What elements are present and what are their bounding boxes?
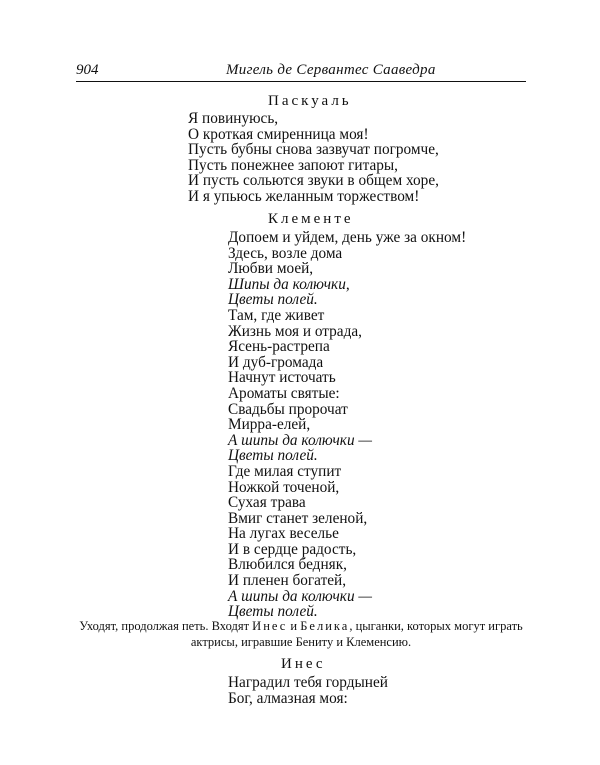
stage-text-1: Уходят, продолжая петь. Входят — [79, 619, 250, 633]
verse-line: А шипы да колючки — — [228, 587, 373, 605]
verse-line: Ароматы святые: — [228, 384, 340, 402]
verse-line: Вмиг станет зеленой, — [228, 509, 368, 527]
speaker-ines: Инес — [281, 656, 326, 672]
verse-line: Жизнь моя и отрада, — [228, 322, 362, 340]
page-number: 904 — [76, 62, 99, 78]
verse-line: И пусть сольются звуки в общем хоре, — [188, 172, 439, 190]
verse-line: А шипы да колючки — — [228, 431, 373, 449]
verse-line: Здесь, возле дома — [228, 244, 343, 262]
stage-direction — [76, 619, 526, 650]
verse-line: Пусть бубны снова зазвучат погромче, — [188, 141, 439, 159]
verse-line: Мирра-елей, — [228, 416, 311, 434]
header-rule — [76, 81, 526, 82]
verse-block-clemente — [228, 230, 466, 620]
verse-line: Там, где живет — [228, 306, 325, 324]
verse-line: И дуб-громада — [228, 353, 324, 371]
stage-and: и — [290, 619, 298, 633]
verse-line: Влюбился бедняк, — [228, 556, 347, 574]
verse-line: И в сердце радость, — [228, 540, 357, 558]
verse-line: Начнут источать — [228, 369, 336, 387]
stage-text-2: , цыганки, которых могут играть актрисы, игравшие Бениту и Клеменсию. — [190, 619, 523, 649]
verse-line: Пусть понежнее запоют гитары, — [188, 156, 399, 174]
verse-line: Ножкой точеной, — [228, 478, 340, 496]
verse-line: Цветы полей. — [228, 603, 318, 621]
verse-line: И я упьюсь желанным торжеством! — [188, 187, 420, 205]
stage-name-belika: Белика — [300, 619, 350, 633]
verse-block-ines — [228, 675, 388, 706]
verse-line: Любви моей, — [228, 260, 314, 278]
verse-line: И пленен богатей, — [228, 572, 347, 590]
verse-line: На лугах веселье — [228, 525, 339, 543]
verse-line: Цветы полей. — [228, 447, 318, 465]
verse-line: Бог, алмазная моя: — [228, 689, 348, 707]
verse-line: Свадьбы пророчат — [228, 400, 348, 418]
verse-line: Сухая трава — [228, 494, 306, 512]
running-title: Мигель де Сервантес Сааведра — [226, 62, 436, 78]
speaker-clemente: Клементе — [268, 211, 354, 227]
verse-line: Я повинуюсь, — [188, 110, 279, 127]
page-header — [76, 62, 526, 82]
verse-line: Цветы полей. — [228, 291, 318, 309]
stage-name-ines: Инес — [252, 619, 288, 633]
verse-block-pascual — [188, 111, 439, 205]
verse-line: Ясень-растрепа — [228, 338, 330, 356]
verse-line: О кроткая смиренница моя! — [188, 125, 369, 143]
verse-line: Наградил тебя гордыней — [228, 674, 388, 691]
verse-line: Шипы да колючки, — [228, 275, 350, 293]
verse-line: Где милая ступит — [228, 462, 342, 480]
verse-line: Допоем и уйдем, день уже за окном! — [228, 229, 467, 246]
speaker-pascual: Паскуаль — [268, 93, 352, 109]
